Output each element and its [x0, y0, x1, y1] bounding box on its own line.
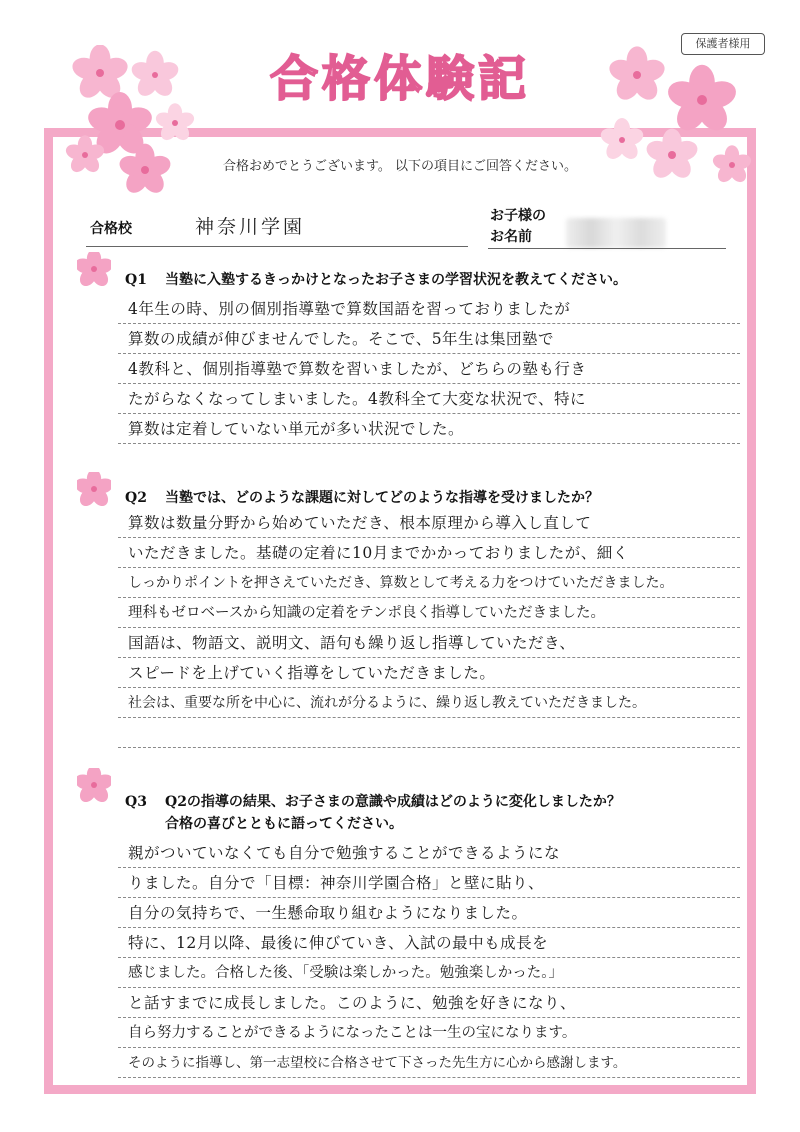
page-title: 合格体験記: [269, 51, 530, 107]
blossom-q2-icon: [77, 472, 111, 506]
q2-answer: [118, 508, 740, 748]
q2-answer-line: 国語は、物語文、説明文、語句も繰り返し指導していただき、: [118, 628, 740, 658]
q3-answer: [118, 838, 740, 1078]
audience-badge: 保護者様用: [681, 33, 765, 55]
child-underline: [488, 248, 726, 249]
q2-answer-line: しっかりポイントを押さえていただき、算数として考える力をつけていただきました。: [118, 568, 740, 598]
blossom-q1-icon: [77, 252, 111, 286]
q1-text: 当塾に入塾するきっかけとなったお子さまの学習状況を教えてください。: [165, 272, 627, 288]
intro-text: 合格おめでとうございます。 以下の項目にご回答ください。: [222, 159, 578, 174]
redacted-name: [566, 218, 666, 248]
q2-number: Q2: [125, 490, 147, 506]
blossom-q3-icon: [77, 768, 111, 802]
q1-heading: [125, 270, 627, 290]
q2-answer-line: 算数は数量分野から始めていただき、根本原理から導入し直して: [118, 508, 740, 538]
q3-answer-line: そのように指導し、第一志望校に合格させて下さった先生方に心から感謝します。: [118, 1048, 740, 1078]
q3-number: Q3: [125, 794, 147, 810]
q3-text-line1: Q2の指導の結果、お子さまの意識や成績はどのように変化しましたか？: [165, 794, 621, 810]
q2-text: 当塾では、どのような課題に対してどのような指導を受けましたか？: [165, 490, 599, 506]
q3-answer-line: りました。自分で「目標：神奈川学園合格」と壁に貼り、: [118, 868, 740, 898]
q3-answer-line: 感じました。合格した後、「受験は楽しかった。勉強楽しかった。」: [118, 958, 740, 988]
q1-answer-line: 算数は定着していない単元が多い状況でした。: [118, 414, 740, 444]
school-label: 合格校: [90, 221, 132, 237]
q3-answer-line: 特に、12月以降、最後に伸びていき、入試の最中も成長を: [118, 928, 740, 958]
q3-heading: [125, 792, 621, 812]
q3-answer-line: 自ら努力することができるようになったことは一生の宝になります。: [118, 1018, 740, 1048]
q2-answer-line: [118, 718, 740, 748]
q3-answer-line: 自分の気持ちで、一生懸命取り組むようになりました。: [118, 898, 740, 928]
q2-answer-line: スピードを上げていく指導をしていただきました。: [118, 658, 740, 688]
q1-answer: [118, 294, 740, 444]
q3-heading-line2: 合格の喜びとともに語ってください。: [165, 816, 403, 832]
q2-heading: [125, 488, 599, 508]
q1-number: Q1: [125, 272, 147, 288]
q2-answer-line: 社会は、重要な所を中心に、流れが分るように、繰り返し教えていただきました。: [118, 688, 740, 718]
child-label-line2: お名前: [490, 229, 532, 245]
school-underline: [86, 246, 468, 247]
school-name: 神奈川学園: [195, 216, 306, 238]
q1-answer-line: 4教科と、個別指導塾で算数を習いましたが、どちらの塾も行き: [118, 354, 740, 384]
q1-answer-line: たがらなくなってしまいました。4教科全て大変な状況で、特に: [118, 384, 740, 414]
q1-answer-line: 算数の成績が伸びませんでした。そこで、5年生は集団塾で: [118, 324, 740, 354]
q3-answer-line: 親がついていなくても自分で勉強することができるようにな: [118, 838, 740, 868]
q3-answer-line: と話すまでに成長しました。このように、勉強を好きになり、: [118, 988, 740, 1018]
child-label-line1: お子様の: [490, 208, 546, 224]
q2-answer-line: いただきました。基礎の定着に10月までかかっておりましたが、細く: [118, 538, 740, 568]
q2-answer-line: 理科もゼロベースから知識の定着をテンポ良く指導していただきました。: [118, 598, 740, 628]
q1-answer-line: 4年生の時、別の個別指導塾で算数国語を習っておりましたが: [118, 294, 740, 324]
